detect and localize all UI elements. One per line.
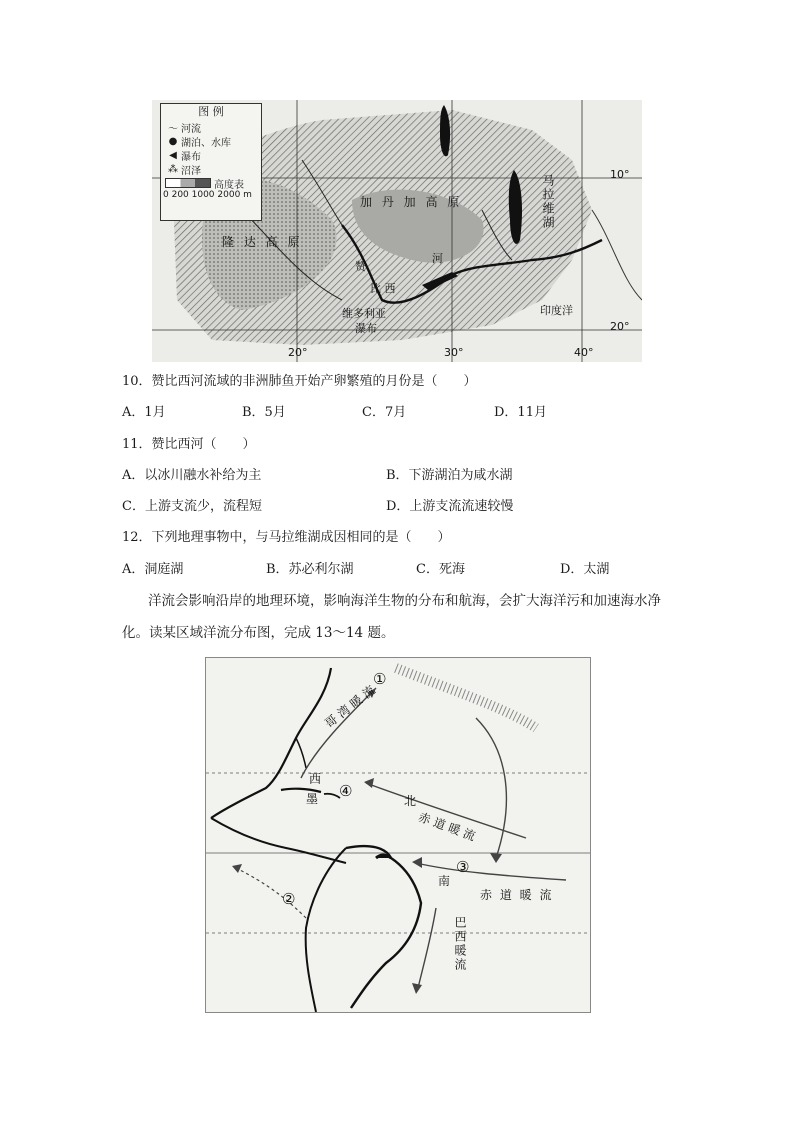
zambezi-label-2: 比 西 [370,282,396,295]
question-12-option-b: B．苏必利尔湖 [266,562,354,577]
lon-20-label: 20° [288,346,308,359]
lake-malawi-label: 马拉维湖 [541,174,555,230]
elevation-scale: 0 200 1000 2000 m [163,190,252,200]
current-marker-1: ① [373,670,387,688]
current-marker-3: ③ [456,858,470,876]
north-eq-label-1: 北 [404,794,417,808]
ocean-current-map [205,657,591,1013]
waterfall-icon: ◀ [169,149,177,161]
question-11-option-b: B．下游湖泊为咸水湖 [386,468,513,483]
elevation-title: 高度表 [214,179,244,191]
legend-item-swamp [161,162,261,176]
swamp-icon: ⁂ [168,163,178,175]
gulf-label-1: 墨 [306,792,319,806]
question-10-option-a: A．1月 [122,405,166,420]
ocean-current-graphic [206,658,590,1012]
lake-icon: ● [168,135,178,147]
map-legend [160,103,262,221]
zambezi-label-1: 赞 [355,260,366,273]
legend-label: 湖泊、水库 [181,137,231,149]
zambezi-label-3: 河 [432,252,443,265]
brazil-current-label: 巴西暖流 [453,916,467,972]
passage-line-2: 化。读某区域洋流分布图，完成 13～14 题。 [122,625,395,641]
indian-ocean-label: 印度洋 [540,304,573,317]
legend-item-river [161,120,261,134]
river-icon: ～ [168,123,178,135]
legend-label: 沼泽 [181,165,201,177]
question-10-stem: 10．赞比西河流域的非洲肺鱼开始产卵繁殖的月份是（ ） [122,374,477,389]
current-marker-4: ④ [339,782,353,800]
legend-title: 图 例 [198,105,224,118]
elevation-bar [165,178,211,188]
question-12-option-c: C．死海 [416,562,465,577]
passage-line-1: 洋流会影响沿岸的地理环境，影响海洋生物的分布和航海，会扩大海洋污和加速海水净 [148,593,661,609]
question-11-stem: 11．赞比西河（ ） [122,437,256,452]
south-eq-label-2: 赤 道 暖 流 [480,888,554,902]
question-11-option-a: A．以冰川融水补给为主 [122,468,262,483]
katanga-plateau-label: 加 丹 加 高 原 [360,195,463,209]
gulf-label-3: 哥 湾 暖 流 [322,682,378,731]
question-12-option-a: A．洞庭湖 [122,562,184,577]
lunda-plateau-label: 隆 达 高 原 [222,235,303,249]
question-12-option-d: D．太湖 [560,562,610,577]
question-11-option-d: D．上游支流流速较慢 [386,499,514,514]
current-marker-2: ② [282,890,296,908]
lon-30-label: 30° [444,346,464,359]
question-10-option-d: D．11月 [494,405,547,420]
south-eq-label-1: 南 [438,874,451,888]
lat-20-label: 20° [610,320,630,333]
legend-label: 瀑布 [181,151,201,163]
victoria-falls-label-2: 瀑布 [355,322,377,335]
gulf-label-2: 西 [309,772,322,786]
question-10-option-b: B．5月 [242,405,286,420]
legend-item-lake [161,134,261,148]
question-12-stem: 12．下列地理事物中，与马拉维湖成因相同的是（ ） [122,530,451,545]
question-11-option-c: C．上游支流少，流程短 [122,499,262,514]
north-eq-label-2: 赤 道 暖 流 [416,809,478,844]
victoria-falls-label: 维多利亚 [342,307,386,320]
legend-label: 河流 [181,123,201,135]
legend-item-waterfall [161,148,261,162]
question-10-option-c: C．7月 [362,405,407,420]
lat-10-label: 10° [610,168,630,181]
lon-40-label: 40° [574,346,594,359]
